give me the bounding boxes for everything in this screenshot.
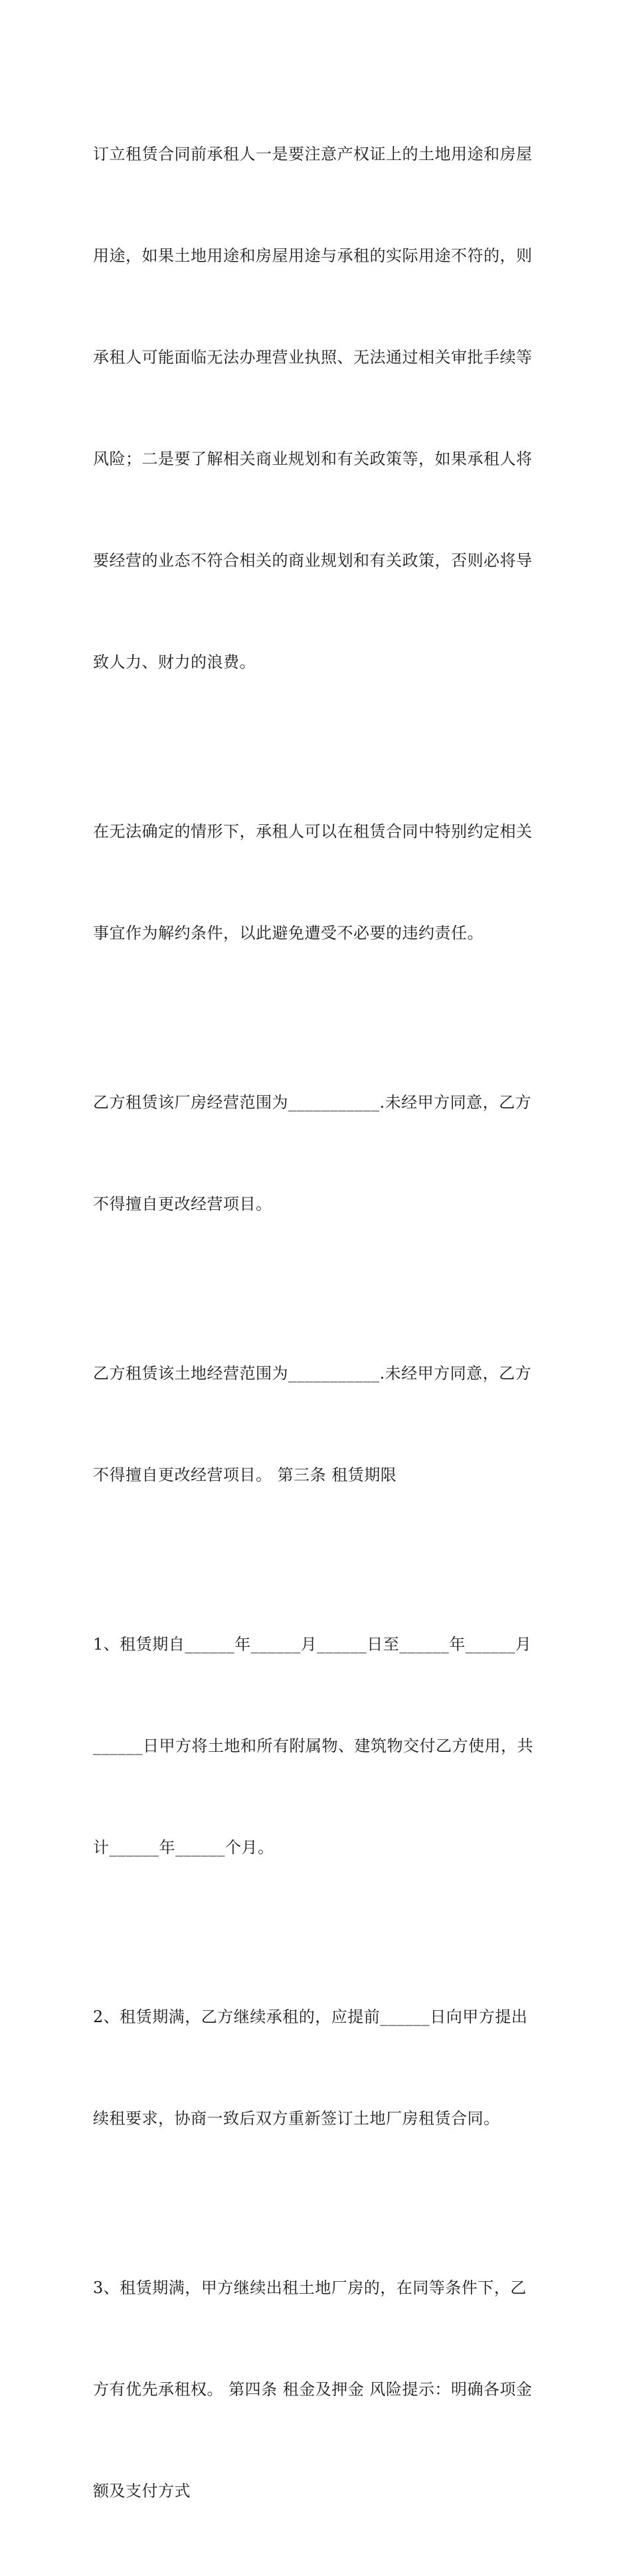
text-line: 1、租赁期自______年______月______日至______年______月 <box>93 1635 532 1654</box>
document-body <box>93 70 538 2576</box>
text-line: 额及支付方式 <box>93 2482 191 2500</box>
text-line: 3、租赁期满，甲方继续出租土地厂房的，在同等条件下，乙 <box>93 2278 527 2297</box>
text-line: 用途，如果土地用途和房屋用途与承租的实际用途不符的，则 <box>93 246 533 265</box>
text-line: 事宜作为解约条件，以此避免遭受不必要的违约责任。 <box>93 924 484 942</box>
clause-lease-term-2 <box>93 1932 538 2203</box>
paragraph-land-scope <box>93 1289 538 1560</box>
text-line: 承租人可能面临无法办理营业执照、无法通过相关审批手续等 <box>93 348 533 367</box>
text-line: ______日甲方将土地和所有附属物、建筑物交付乙方使用，共 <box>93 1737 533 1755</box>
text-line: 2、租赁期满，乙方继续承租的，应提前______日向甲方提出 <box>93 2008 528 2026</box>
clause-lease-term-3 <box>93 2203 538 2576</box>
text-line: 在无法确定的情形下，承租人可以在租赁合同中特别约定相关 <box>93 822 533 841</box>
text-line: 致人力、财力的浪费。 <box>93 653 256 671</box>
text-line: 订立租赁合同前承租人一是要注意产权证上的土地用途和房屋 <box>93 145 533 163</box>
text-line: 计______年______个月。 <box>93 1838 274 1857</box>
paragraph-termination-condition <box>93 747 538 1018</box>
clause-lease-term-1 <box>93 1560 538 1932</box>
text-line: 要经营的业态不符合相关的商业规划和有关政策，否则必将导 <box>93 551 533 570</box>
text-line: 不得擅自更改经营项目。 第三条 租赁期限 <box>93 1466 397 1484</box>
paragraph-factory-scope <box>93 1018 538 1289</box>
text-line: 乙方租赁该厂房经营范围为___________.未经甲方同意，乙方 <box>93 1093 532 1112</box>
text-line: 续租要求，协商一致后双方重新签订土地厂房租赁合同。 <box>93 2109 500 2128</box>
paragraph-usage-notice <box>93 70 538 747</box>
text-line: 方有优先承租权。 第四条 租金及押金 风险提示：明确各项金 <box>93 2380 533 2399</box>
text-line: 乙方租赁该土地经营范围为___________.未经甲方同意，乙方 <box>93 1364 532 1383</box>
text-line: 不得擅自更改经营项目。 <box>93 1195 272 1213</box>
text-line: 风险；二是要了解相关商业规划和有关政策等，如果承租人将 <box>93 450 533 468</box>
